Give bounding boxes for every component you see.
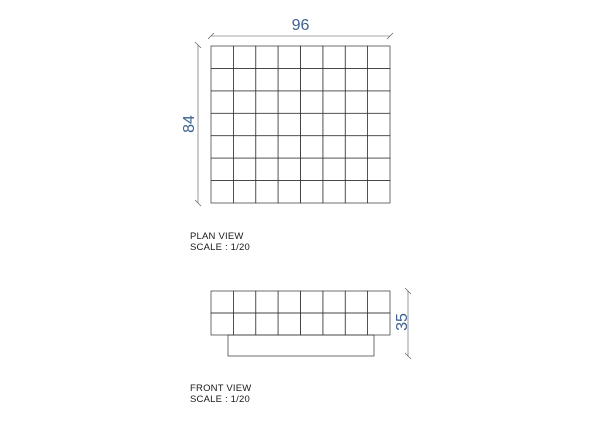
plan-grid-cell xyxy=(278,91,300,113)
front-view-scale: SCALE : 1/20 xyxy=(190,394,250,405)
plan-grid-cell xyxy=(345,181,367,203)
plan-grid-cell xyxy=(345,158,367,180)
front-height-dimension xyxy=(394,288,411,359)
plan-grid-cell xyxy=(345,91,367,113)
plan-grid-cell xyxy=(323,68,345,90)
plan-grid-cell xyxy=(301,113,323,135)
plan-grid-cell xyxy=(368,91,390,113)
plan-grid-cell xyxy=(345,46,367,68)
plan-width-dimension xyxy=(208,17,393,39)
plan-grid-cell xyxy=(323,136,345,158)
plan-view-caption xyxy=(190,231,250,253)
plan-grid-cell xyxy=(233,158,255,180)
plan-grid-cell xyxy=(323,46,345,68)
front-grid-cell xyxy=(345,291,367,313)
front-grid-cell xyxy=(256,313,278,335)
plan-grid xyxy=(211,46,390,203)
plan-grid-cell xyxy=(278,158,300,180)
plan-view-scale: SCALE : 1/20 xyxy=(190,242,250,253)
plan-grid-cell xyxy=(256,113,278,135)
front-grid-cell xyxy=(345,313,367,335)
plan-grid-cell xyxy=(256,136,278,158)
front-height-value: 35 xyxy=(394,313,411,331)
front-grid-cell xyxy=(301,313,323,335)
front-grid-cell xyxy=(368,291,390,313)
plan-grid-cell xyxy=(278,113,300,135)
plan-width-value: 96 xyxy=(291,17,310,34)
plan-grid-cell xyxy=(301,91,323,113)
plan-grid-cell xyxy=(211,181,233,203)
plan-grid-cell xyxy=(278,68,300,90)
plan-grid-cell xyxy=(368,136,390,158)
front-cushion-grid xyxy=(211,291,390,335)
plan-grid-cell xyxy=(323,158,345,180)
plan-grid-cell xyxy=(256,68,278,90)
front-grid-cell xyxy=(323,313,345,335)
front-grid-cell xyxy=(233,291,255,313)
plan-grid-cell xyxy=(368,46,390,68)
plan-grid-cell xyxy=(368,113,390,135)
front-view-label: FRONT VIEW xyxy=(190,383,252,394)
plan-grid-cell xyxy=(368,68,390,90)
plan-view-label: PLAN VIEW xyxy=(190,231,244,242)
plan-grid-cell xyxy=(301,136,323,158)
front-grid-cell xyxy=(256,291,278,313)
plan-grid-cell xyxy=(368,181,390,203)
plan-depth-dimension xyxy=(181,42,201,206)
plan-view xyxy=(181,17,393,206)
plan-grid-cell xyxy=(233,46,255,68)
plan-grid-cell xyxy=(301,181,323,203)
plan-grid-cell xyxy=(233,113,255,135)
plan-grid-cell xyxy=(211,91,233,113)
front-grid-cell xyxy=(278,291,300,313)
plan-grid-cell xyxy=(211,46,233,68)
front-grid-cell xyxy=(301,291,323,313)
front-grid-cell xyxy=(323,291,345,313)
plan-grid-cell xyxy=(211,136,233,158)
front-grid-cell xyxy=(368,313,390,335)
front-view-caption xyxy=(190,383,251,405)
plan-grid-cell xyxy=(233,136,255,158)
plan-grid-cell xyxy=(211,158,233,180)
plan-grid-cell xyxy=(233,68,255,90)
plan-grid-cell xyxy=(301,46,323,68)
plan-grid-cell xyxy=(301,158,323,180)
plan-grid-cell xyxy=(323,91,345,113)
plan-grid-cell xyxy=(233,91,255,113)
front-grid-cell xyxy=(211,291,233,313)
plan-grid-cell xyxy=(256,181,278,203)
plan-grid-cell xyxy=(345,113,367,135)
plan-grid-cell xyxy=(211,68,233,90)
plan-grid-cell xyxy=(345,136,367,158)
plan-grid-cell xyxy=(301,68,323,90)
plan-depth-value: 84 xyxy=(181,115,198,133)
front-view xyxy=(211,288,411,359)
plan-grid-cell xyxy=(323,181,345,203)
plan-grid-cell xyxy=(368,158,390,180)
plan-grid-cell xyxy=(233,181,255,203)
plan-grid-cell xyxy=(278,181,300,203)
plan-grid-cell xyxy=(256,91,278,113)
plan-grid-cell xyxy=(278,46,300,68)
plan-grid-cell xyxy=(256,158,278,180)
front-grid-cell xyxy=(211,313,233,335)
front-grid-cell xyxy=(233,313,255,335)
front-grid-cell xyxy=(278,313,300,335)
plan-grid-cell xyxy=(211,113,233,135)
plan-grid-cell xyxy=(256,46,278,68)
plan-grid-cell xyxy=(323,113,345,135)
front-base-plinth xyxy=(228,335,374,356)
plan-grid-cell xyxy=(345,68,367,90)
plan-grid-cell xyxy=(278,136,300,158)
